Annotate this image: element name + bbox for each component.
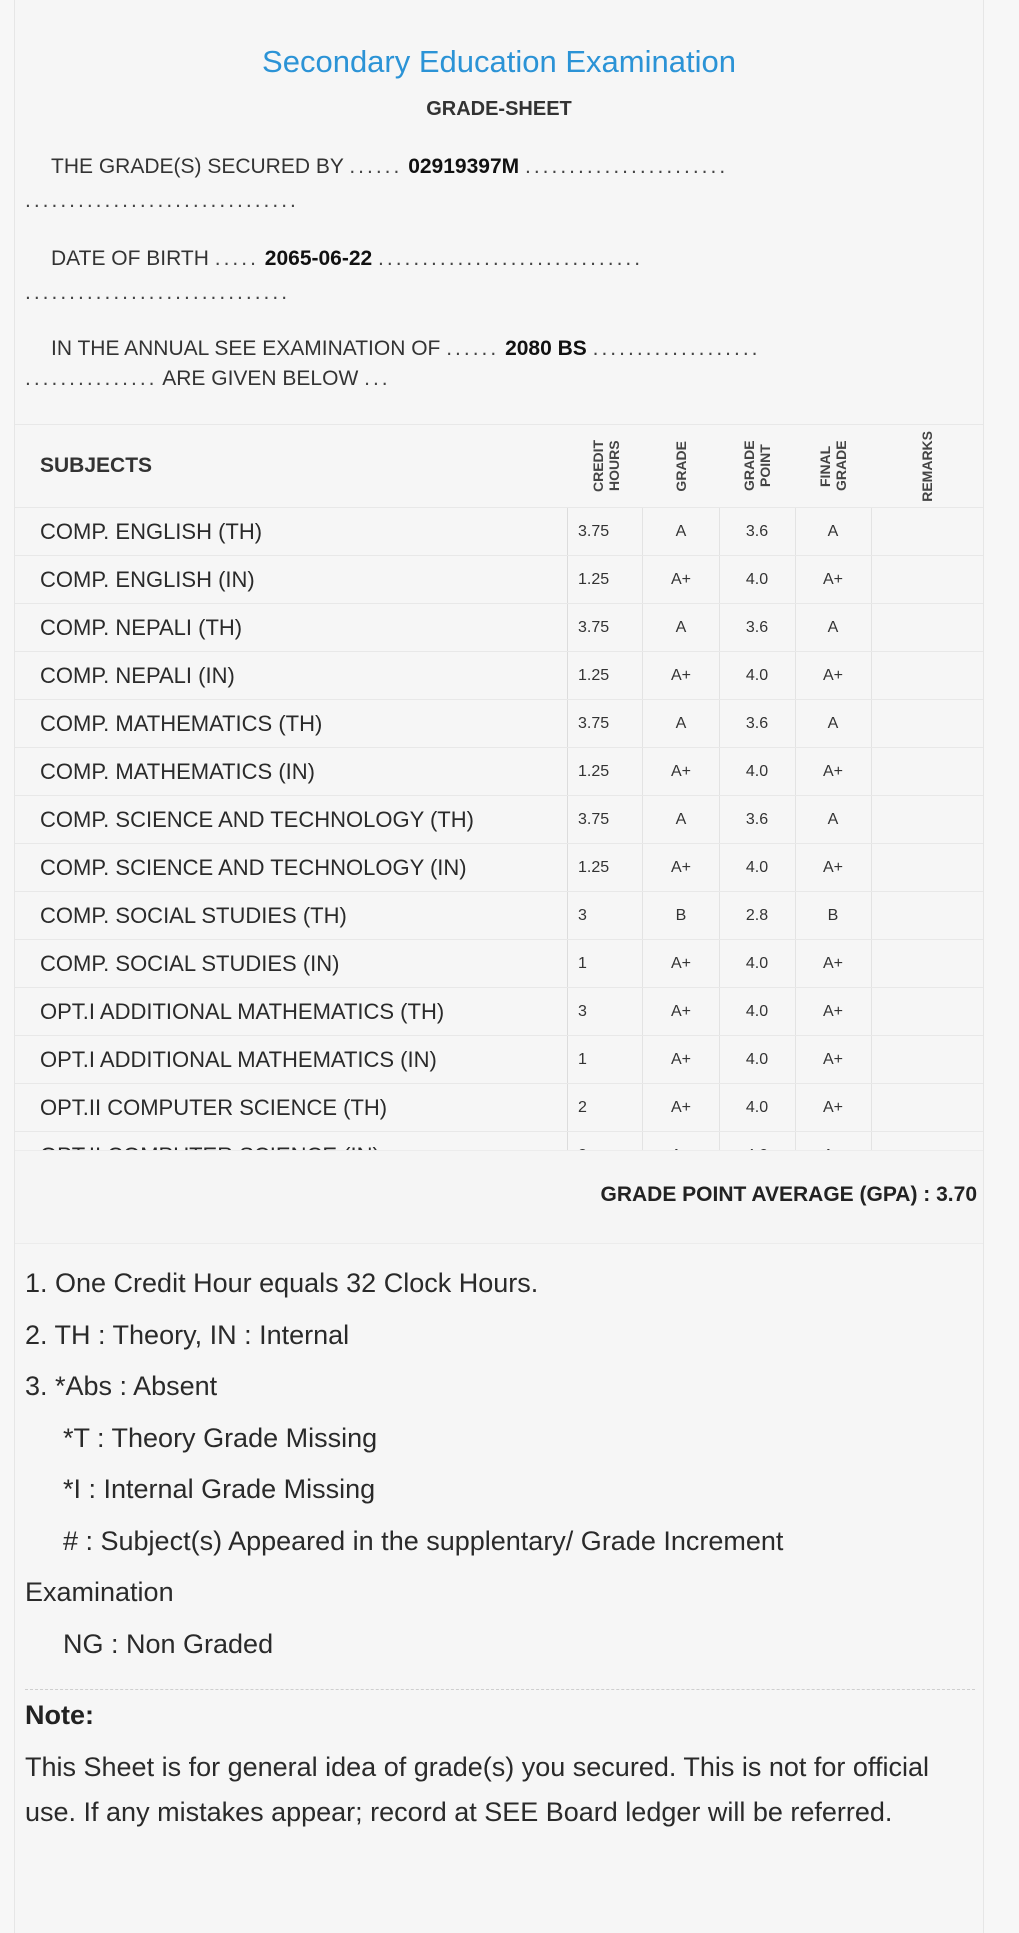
grade-point-cell: 2.8 (719, 892, 796, 939)
dob-label: DATE OF BIRTH (51, 247, 209, 270)
grade-cell: A+ (643, 940, 720, 987)
table-row (15, 987, 983, 1035)
final-grade-cell: A (795, 508, 872, 555)
remarks-cell (871, 892, 983, 939)
final-grade-cell: A+ (795, 1036, 872, 1083)
legend-item: 3. *Abs : Absent (25, 1371, 218, 1401)
subject-cell: COMP. SCIENCE AND TECHNOLOGY (TH) (15, 796, 568, 843)
dob-dots: .............................. (25, 281, 291, 304)
remarks-cell (871, 508, 983, 555)
subject-cell: OPT.II COMPUTER SCIENCE (TH) (15, 1084, 568, 1131)
given-below-line: ............... ARE GIVEN BELOW ... (25, 367, 391, 390)
legend-item: # : Subject(s) Appeared in the supplentary/ Grade Increment (63, 1525, 784, 1556)
divider (25, 1689, 975, 1690)
subject-cell: OPT.I ADDITIONAL MATHEMATICS (IN) (15, 1036, 568, 1083)
remarks-cell (871, 988, 983, 1035)
remarks-cell (871, 796, 983, 843)
grade-point-cell: 4.0 (719, 1084, 796, 1131)
table-row (15, 939, 983, 987)
final-grade-cell: A+ (795, 748, 872, 795)
grade-cell: A+ (643, 652, 720, 699)
subject-cell: COMP. ENGLISH (TH) (15, 508, 568, 555)
given-below-label: ARE GIVEN BELOW (162, 367, 359, 390)
table-row (15, 795, 983, 843)
secured-by-line: THE GRADE(S) SECURED BY ...... 02919397M ....................... (51, 155, 729, 178)
grade-sheet-page (14, 0, 984, 1933)
table-row (15, 843, 983, 891)
credit-cell: 3.75 (568, 700, 643, 747)
credit-cell: 3 (568, 988, 643, 1035)
remarks-cell (871, 604, 983, 651)
legend-item: NG : Non Graded (63, 1628, 274, 1659)
remarks-cell (871, 652, 983, 699)
credit-cell: 1.25 (568, 556, 643, 603)
exam-value: 2080 BS (505, 337, 587, 360)
page-subtitle: GRADE-SHEET (426, 98, 572, 120)
subject-cell: COMP. MATHEMATICS (TH) (15, 700, 568, 747)
credit-cell: 2 (568, 1084, 643, 1131)
grade-cell: A (643, 796, 720, 843)
exam-label: IN THE ANNUAL SEE EXAMINATION OF (51, 337, 441, 360)
legend (25, 1258, 975, 1670)
grade-point-cell: 4.0 (719, 940, 796, 987)
subject-cell: COMP. NEPALI (TH) (15, 604, 568, 651)
header-final-grade: FINAL GRADE (817, 440, 849, 492)
grade-cell: A (643, 508, 720, 555)
exam-line: IN THE ANNUAL SEE EXAMINATION OF ...... 2080 BS ................... (51, 337, 761, 360)
subject-cell: OPT.I ADDITIONAL MATHEMATICS (TH) (15, 988, 568, 1035)
legend-item: *I : Internal Grade Missing (63, 1474, 376, 1504)
grade-point-cell: 4.0 (719, 556, 796, 603)
grade-cell: B (643, 892, 720, 939)
final-grade-cell: A+ (795, 1084, 872, 1131)
credit-cell: 3.75 (568, 604, 643, 651)
table-row (15, 603, 983, 651)
header-credit-hours: CREDIT HOURS (589, 439, 622, 493)
final-grade-cell: A+ (795, 988, 872, 1035)
final-grade-cell: A+ (795, 940, 872, 987)
remarks-cell (871, 1084, 983, 1131)
table-header-row (15, 424, 983, 507)
dob-line: DATE OF BIRTH ..... 2065-06-22 .............................. (51, 247, 644, 270)
grade-cell: A (643, 604, 720, 651)
grade-point-cell: 4.0 (719, 1036, 796, 1083)
secured-by-dots: ............................... (25, 189, 299, 212)
legend-item: 1. One Credit Hour equals 32 Clock Hours. (25, 1268, 539, 1298)
final-grade-cell: A+ (795, 652, 872, 699)
remarks-cell (871, 1036, 983, 1083)
table-row (15, 891, 983, 939)
grade-point-cell: 3.6 (719, 700, 796, 747)
grade-point-cell: 4.0 (719, 844, 796, 891)
credit-cell: 3.75 (568, 508, 643, 555)
grade-cell: A+ (643, 844, 720, 891)
grade-point-cell: 4.0 (719, 748, 796, 795)
note-heading: Note: (25, 1700, 94, 1730)
final-grade-cell: B (795, 892, 872, 939)
subject-cell: COMP. NEPALI (IN) (15, 652, 568, 699)
final-grade-cell: A (795, 604, 872, 651)
secured-by-label: THE GRADE(S) SECURED BY (51, 155, 344, 178)
table-row (15, 747, 983, 795)
page-title: Secondary Education Examination (262, 44, 736, 79)
final-grade-cell: A+ (795, 556, 872, 603)
table-row (15, 1083, 983, 1131)
gpa-summary: GRADE POINT AVERAGE (GPA) : 3.70 (600, 1183, 977, 1206)
table-row (15, 699, 983, 747)
table-row (15, 507, 983, 555)
table-row (15, 555, 983, 603)
legend-item: Examination (25, 1577, 174, 1607)
grade-point-cell: 3.6 (719, 604, 796, 651)
grade-cell: A+ (643, 1084, 720, 1131)
grade-cell: A+ (643, 988, 720, 1035)
grade-cell: A+ (643, 556, 720, 603)
grade-point-cell: 4.0 (719, 988, 796, 1035)
legend-item: *T : Theory Grade Missing (63, 1422, 378, 1453)
header-grade: GRADE (673, 440, 689, 492)
subject-cell: COMP. SOCIAL STUDIES (TH) (15, 892, 568, 939)
grade-point-cell: 3.6 (719, 796, 796, 843)
credit-cell: 3.75 (568, 796, 643, 843)
credit-cell: 1.25 (568, 652, 643, 699)
remarks-cell (871, 748, 983, 795)
remarks-cell (871, 700, 983, 747)
grade-point-cell: 4.0 (719, 652, 796, 699)
credit-cell: 1.25 (568, 748, 643, 795)
remarks-cell (871, 844, 983, 891)
header-subjects: SUBJECTS (40, 454, 153, 477)
final-grade-cell: A (795, 796, 872, 843)
table-row (15, 1035, 983, 1083)
grade-cell: A+ (643, 748, 720, 795)
secured-by-value: 02919397M (408, 155, 520, 178)
subject-cell: COMP. ENGLISH (IN) (15, 556, 568, 603)
final-grade-cell: A+ (795, 844, 872, 891)
credit-cell: 1 (568, 1036, 643, 1083)
header-grade-point: GRADE POINT (741, 440, 773, 492)
final-grade-cell: A (795, 700, 872, 747)
subject-cell: COMP. MATHEMATICS (IN) (15, 748, 568, 795)
dob-value: 2065-06-22 (264, 247, 373, 270)
header-remarks: REMARKS (919, 430, 935, 502)
credit-cell: 1 (568, 940, 643, 987)
note-body: This Sheet is for general idea of grade(s) you secured. This is not for official use. If any mistakes appear; record at SEE Board ledger will be referred. (25, 1752, 929, 1827)
grade-cell: A+ (643, 1036, 720, 1083)
subject-cell: COMP. SCIENCE AND TECHNOLOGY (IN) (15, 844, 568, 891)
remarks-cell (871, 940, 983, 987)
table-row (15, 651, 983, 699)
subject-cell: COMP. SOCIAL STUDIES (IN) (15, 940, 568, 987)
legend-item: 2. TH : Theory, IN : Internal (25, 1319, 350, 1350)
grade-point-cell: 3.6 (719, 508, 796, 555)
remarks-cell (871, 556, 983, 603)
grades-table (15, 424, 983, 1179)
credit-cell: 3 (568, 892, 643, 939)
grade-cell: A (643, 700, 720, 747)
credit-cell: 1.25 (568, 844, 643, 891)
